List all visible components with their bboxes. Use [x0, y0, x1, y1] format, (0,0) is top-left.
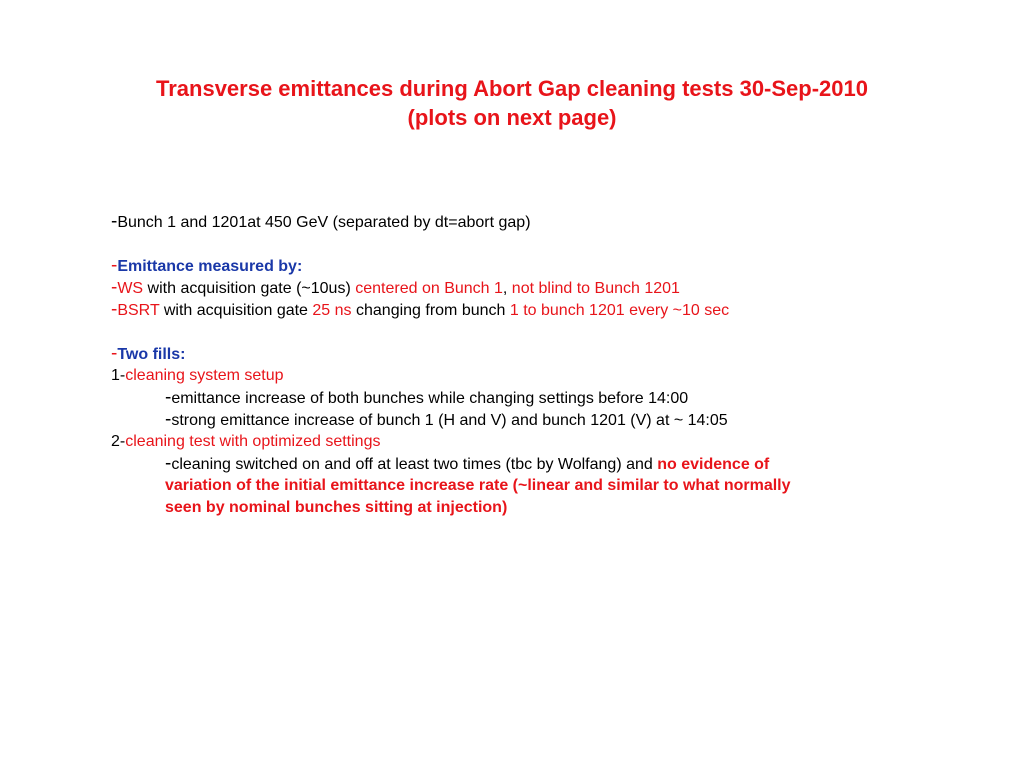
fill-1-item-1-text: emittance increase of both bunches while changing settings before 14:00 [171, 390, 689, 407]
bsrt-line [111, 299, 911, 321]
bsrt-text-1: with acquisition gate [159, 302, 313, 319]
ws-text: with acquisition gate (~10us) [143, 280, 356, 297]
fill-2-highlight-2: variation of the initial emittance increase rate (~linear and similar to what normally [165, 477, 791, 494]
bsrt-text-2: changing from bunch [351, 302, 510, 319]
title-line-2: (plots on next page) [407, 105, 617, 130]
bullet-dash: - [111, 277, 118, 298]
bsrt-name: BSRT [117, 302, 160, 319]
ws-name: WS [117, 280, 144, 297]
bullet-dash: - [111, 299, 118, 320]
ws-centered: centered on Bunch 1 [355, 280, 503, 297]
bullet-dash: - [111, 343, 118, 364]
bsrt-range: 1 to bunch 1201 every ~10 sec [509, 302, 730, 319]
spacer [111, 321, 911, 343]
fill-2-item-line-1 [111, 453, 911, 475]
fill-2-highlight-1: no evidence of [657, 456, 770, 473]
bullet-dash: - [165, 409, 172, 430]
title-line-1: Transverse emittances during Abort Gap cleaning tests 30-Sep-2010 [156, 76, 868, 101]
fill-1-item-1 [111, 387, 911, 409]
fill-1-prefix: 1- [111, 367, 126, 384]
slide-title [0, 74, 1024, 132]
bullet-dash: - [165, 387, 172, 408]
bunch-line [111, 211, 911, 233]
ws-comma: , [502, 280, 512, 297]
fill-2-item-line-3 [111, 497, 911, 519]
spacer [111, 233, 911, 255]
fill-2-prefix: 2- [111, 433, 126, 450]
fill-1-item-2-text: strong emittance increase of bunch 1 (H and V) and bunch 1201 (V) at ~ 14:05 [171, 412, 728, 429]
ws-not-blind: not blind to Bunch 1201 [511, 280, 680, 297]
fill-2-line [111, 431, 911, 453]
fill-2-item-text: cleaning switched on and off at least two times (tbc by Wolfang) and [171, 456, 658, 473]
bsrt-gate: 25 ns [312, 302, 352, 319]
fill-2-label: cleaning test with optimized settings [125, 433, 381, 450]
fill-2-item-line-2 [111, 475, 911, 497]
fill-2-highlight-3: seen by nominal bunches sitting at injection) [165, 499, 508, 516]
ws-line [111, 277, 911, 299]
bullet-dash: - [111, 211, 118, 232]
bullet-dash: - [111, 255, 118, 276]
fills-heading: Two fills: [117, 346, 186, 363]
bunch-text: Bunch 1 and 1201at 450 GeV (separated by dt=abort gap) [117, 214, 531, 231]
fill-1-item-2 [111, 409, 911, 431]
emittance-heading-line [111, 255, 911, 277]
emittance-heading: Emittance measured by: [117, 258, 303, 275]
fill-1-line [111, 365, 911, 387]
bullet-dash: - [165, 453, 172, 474]
slide-body [111, 211, 911, 519]
fills-heading-line [111, 343, 911, 365]
fill-1-label: cleaning system setup [125, 367, 284, 384]
